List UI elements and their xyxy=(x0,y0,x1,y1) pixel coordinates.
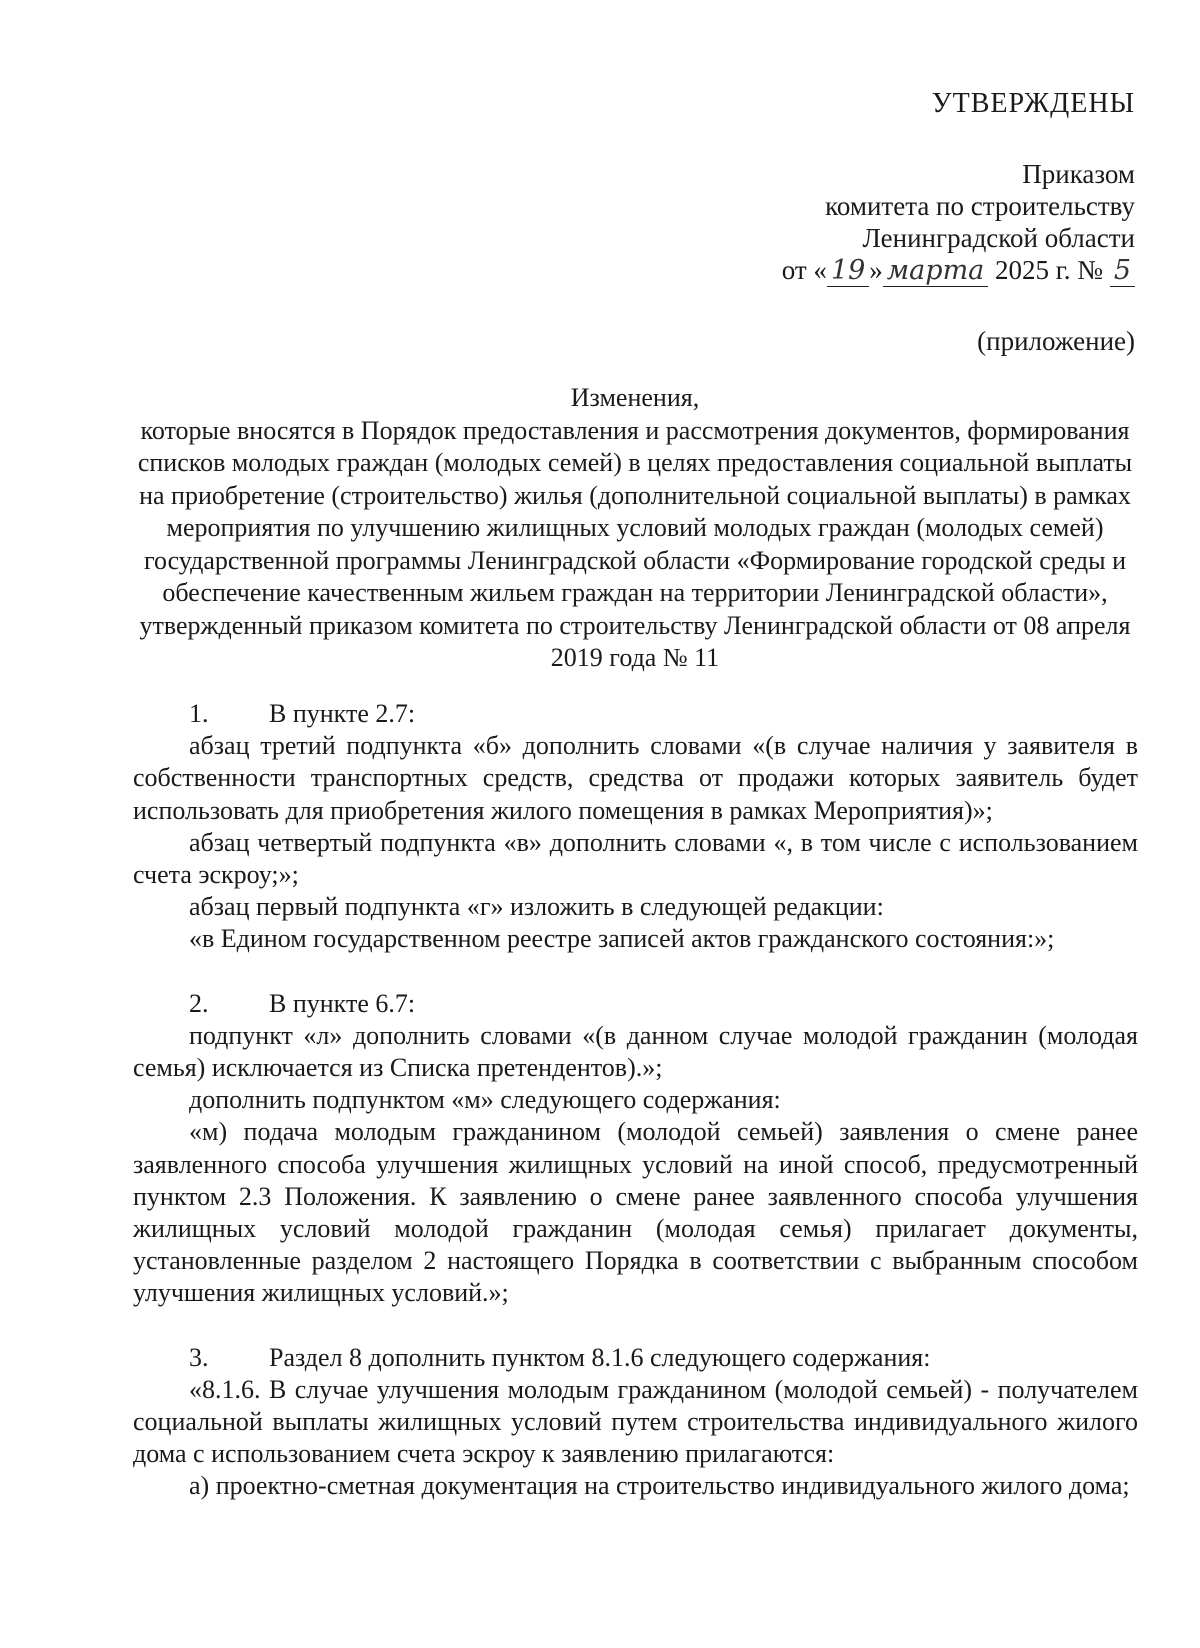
order-line-3: Ленинградской области xyxy=(862,223,1135,253)
item-2-title: В пункте 6.7: xyxy=(269,988,416,1018)
appendix-label: (приложение) xyxy=(977,326,1135,356)
item-1-title: В пункте 2.7: xyxy=(269,699,416,728)
approval-title: УТВЕРЖДЕНЫ xyxy=(931,88,1135,119)
item-1-number: 1. xyxy=(189,699,209,728)
item-3 xyxy=(133,1342,1138,1503)
item-2 xyxy=(133,988,1138,1310)
item-1 xyxy=(133,698,1138,956)
item-1-paragraph: абзац третий подпункта «б» дополнить словами «(в случае наличия у заявителя в собственности транспортных средств, средства от продажи которых заявитель будет использовать для приобретения жилого помещения в рамках Мероприятия)»; xyxy=(133,731,1138,825)
item-1-paragraph: абзац первый подпункта «г» изложить в следующей редакции: xyxy=(189,892,884,922)
document-heading xyxy=(130,382,1140,675)
date-mid: » xyxy=(869,255,883,285)
order-line-1: Приказом xyxy=(1022,159,1135,189)
order-date-line xyxy=(782,254,1135,287)
item-3-paragraph: «8.1.6. В случае улучшения молодым гражданином (молодой семьей) - получателем социальной выплаты жилищных условий путем строительства индивидуального жилого дома с использованием счета эскроу к заявлению прилагаются: xyxy=(133,1374,1138,1469)
item-2-paragraph: подпункт «л» дополнить словами «(в данном случае молодой гражданин (молодая семья) исключается из Списка претендентов).»; xyxy=(133,1020,1138,1083)
item-3-number: 3. xyxy=(189,1342,209,1372)
date-year: 2025 г. № xyxy=(995,255,1104,285)
spacer xyxy=(133,956,1138,988)
order-line-2: комитета по строительству xyxy=(825,191,1135,221)
approval-block xyxy=(782,88,1135,357)
item-2-head xyxy=(133,988,1138,1020)
heading-title: Изменения, xyxy=(570,383,700,412)
item-2-paragraph: «м) подача молодым гражданином (молодой семьей) заявления о смене ранее заявленного способа улучшения жилищных условий на иной способ, предусмотренный пунктом 2.3 Положения. К заявлению о смене ранее заявленного способа улучшения жилищных условий молодой гражданин (молодая семья) прилагает документы, установленные разделом 2 настоящего Порядка в соответствии с выбранным способом улучшения жилищных условий.»; xyxy=(133,1117,1138,1308)
item-1-paragraph: абзац четвертый подпункта «в» дополнить словами «, в том числе с использованием счета эскроу;»; xyxy=(133,827,1138,890)
heading-subtitle: которые вносятся в Порядок предоставления и рассмотрения документов, формирования списков молодых граждан (молодых семей) в целях предоставления социальной выплаты на приобретение (строительство) жилья (дополнительной социальной выплаты) в рамках мероприятия по улучшению жилищных условий молодых граждан (молодых семей) государственной программы Ленинградской области «Формирование городской среды и обеспечение качественным жильем граждан на территории Ленинградской области», утвержденный приказом комитета по строительству Ленинградской области от 08 апреля 2019 года № 11 xyxy=(137,415,1133,672)
document-body xyxy=(133,698,1138,1503)
date-day-handwritten: 19 xyxy=(827,255,869,287)
order-number-handwritten: 5 xyxy=(1110,255,1135,287)
item-3-head xyxy=(133,1342,1138,1374)
date-prefix: от « xyxy=(781,255,827,285)
item-2-paragraph: дополнить подпунктом «м» следующего содержания: xyxy=(189,1085,781,1115)
item-3-title: Раздел 8 дополнить пунктом 8.1.6 следующего содержания: xyxy=(269,1342,931,1372)
item-1-paragraph: «в Едином государственном реестре записей актов гражданского состояния:»; xyxy=(189,924,1055,954)
date-month-handwritten: марта xyxy=(883,255,988,287)
item-3-paragraph: а) проектно-сметная документация на строительство индивидуального жилого дома; xyxy=(189,1471,1130,1501)
item-2-number: 2. xyxy=(189,988,209,1018)
item-1-head xyxy=(133,698,1138,730)
spacer xyxy=(133,1310,1138,1342)
